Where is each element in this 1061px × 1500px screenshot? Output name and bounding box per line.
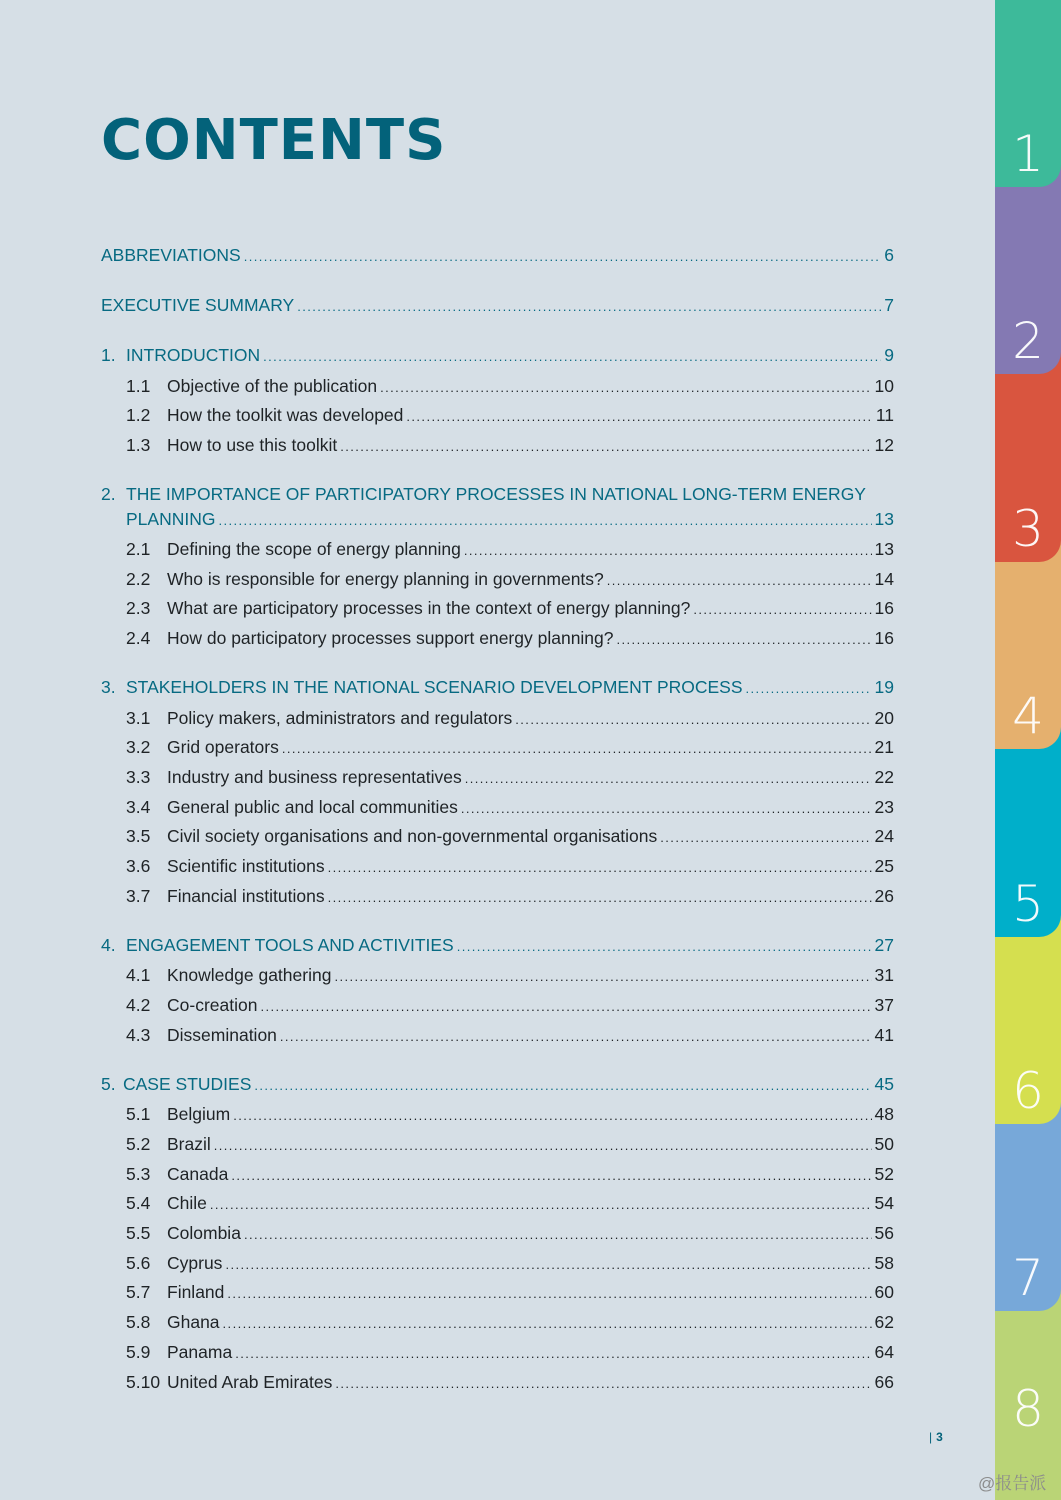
subsection-number: 3.7 xyxy=(126,886,151,906)
leader-dots xyxy=(406,409,872,424)
toc-subsection[interactable] xyxy=(101,1342,894,1363)
toc-subsection[interactable] xyxy=(101,797,894,818)
subsection-number: 3.2 xyxy=(126,737,151,757)
page-number xyxy=(929,1430,943,1444)
leader-dots xyxy=(233,1108,871,1123)
leader-dots xyxy=(746,681,872,696)
toc-subsection[interactable] xyxy=(101,965,894,986)
subsection-number: 5.6 xyxy=(126,1253,151,1273)
toc-page: 48 xyxy=(874,1104,894,1124)
toc-label: STAKEHOLDERS IN THE NATIONAL SCENARIO DEVELOPMENT PROCESS xyxy=(126,677,743,697)
toc-label: INTRODUCTION xyxy=(126,345,261,365)
toc-subsection[interactable] xyxy=(101,856,894,877)
toc-label: Civil society organisations and non-governmental organisations xyxy=(167,826,658,846)
toc-label: Financial institutions xyxy=(167,886,325,906)
toc-label: ABBREVIATIONS xyxy=(101,245,241,265)
chapter-tab-label: 5 xyxy=(1012,875,1044,933)
leader-dots xyxy=(617,632,872,647)
toc-label: THE IMPORTANCE OF PARTICIPATORY PROCESSES IN NATIONAL LONG-TERM ENERGY xyxy=(126,484,866,504)
leader-dots xyxy=(218,513,871,528)
toc-label: Canada xyxy=(167,1164,229,1184)
toc-section-1[interactable] xyxy=(101,345,894,366)
toc-subsection[interactable] xyxy=(101,435,894,456)
toc-entry-abbreviations[interactable] xyxy=(101,245,894,266)
toc-page: 16 xyxy=(874,598,894,618)
toc-page: 50 xyxy=(874,1134,894,1154)
section-number: 5. xyxy=(101,1074,116,1094)
subsection-number: 5.1 xyxy=(126,1104,151,1124)
toc-label: How to use this toolkit xyxy=(167,435,338,455)
toc-subsection[interactable] xyxy=(101,539,894,560)
toc-subsection[interactable] xyxy=(101,1193,894,1214)
toc-label: What are participatory processes in the context of energy planning? xyxy=(167,598,691,618)
toc-page: 52 xyxy=(874,1164,894,1184)
toc-label: EXECUTIVE SUMMARY xyxy=(101,295,295,315)
leader-dots xyxy=(227,1286,871,1301)
toc-label: United Arab Emirates xyxy=(167,1372,333,1392)
toc-label: Finland xyxy=(167,1282,225,1302)
subsection-number: 1.1 xyxy=(126,376,151,396)
toc-entry-executive-summary[interactable] xyxy=(101,295,894,316)
toc-page: 54 xyxy=(874,1193,894,1213)
toc-page: 22 xyxy=(874,767,894,787)
toc-page: 41 xyxy=(874,1025,894,1045)
page-title: CONTENTS xyxy=(101,108,447,173)
toc-subsection[interactable] xyxy=(101,767,894,788)
toc-subsection[interactable] xyxy=(101,995,894,1016)
leader-dots xyxy=(214,1138,872,1153)
subsection-number: 3.6 xyxy=(126,856,151,876)
toc-subsection[interactable] xyxy=(101,1134,894,1155)
page-number-separator: | xyxy=(929,1430,933,1444)
chapter-tab-label: 8 xyxy=(1012,1380,1044,1438)
chapter-tab-label: 7 xyxy=(1012,1249,1044,1307)
toc-page: 62 xyxy=(874,1312,894,1332)
toc-section-3[interactable] xyxy=(101,677,894,698)
leader-dots xyxy=(693,602,871,617)
toc-page: 45 xyxy=(874,1074,894,1094)
toc-page: 9 xyxy=(884,345,894,365)
subsection-number: 3.1 xyxy=(126,708,151,728)
subsection-number: 3.4 xyxy=(126,797,151,817)
subsection-number: 3.3 xyxy=(126,767,151,787)
toc-subsection[interactable] xyxy=(101,598,894,619)
subsection-number: 5.9 xyxy=(126,1342,151,1362)
leader-dots xyxy=(210,1197,872,1212)
toc-label: Scientific institutions xyxy=(167,856,325,876)
toc-page: 16 xyxy=(874,628,894,648)
subsection-number: 3.5 xyxy=(126,826,151,846)
leader-dots xyxy=(254,1078,871,1093)
toc-label: Defining the scope of energy planning xyxy=(167,539,461,559)
leader-dots xyxy=(334,969,871,984)
subsection-number: 5.3 xyxy=(126,1164,151,1184)
toc-subsection[interactable] xyxy=(101,1372,894,1393)
page-number-value: 3 xyxy=(936,1430,943,1444)
toc-label: Panama xyxy=(167,1342,233,1362)
toc-page: 23 xyxy=(874,797,894,817)
section-number: 2. xyxy=(101,484,116,504)
leader-dots xyxy=(225,1257,871,1272)
toc-label: General public and local communities xyxy=(167,797,458,817)
toc-section-2[interactable] xyxy=(101,509,894,530)
toc-page: 64 xyxy=(874,1342,894,1362)
leader-dots xyxy=(244,249,882,264)
subsection-number: 2.4 xyxy=(126,628,151,648)
chapter-tab-label: 2 xyxy=(1012,312,1044,370)
subsection-number: 5.2 xyxy=(126,1134,151,1154)
leader-dots xyxy=(223,1316,872,1331)
leader-dots xyxy=(464,543,872,558)
toc-page: 66 xyxy=(874,1372,894,1392)
subsection-number: 4.3 xyxy=(126,1025,151,1045)
toc-label: Policy makers, administrators and regulators xyxy=(167,708,513,728)
subsection-number: 5.10 xyxy=(126,1372,161,1392)
toc-page: 20 xyxy=(874,708,894,728)
toc-page: 25 xyxy=(874,856,894,876)
subsection-number: 4.1 xyxy=(126,965,151,985)
subsection-number: 2.2 xyxy=(126,569,151,589)
subsection-number: 5.7 xyxy=(126,1282,151,1302)
toc-section-5[interactable] xyxy=(101,1074,894,1095)
toc-label: Who is responsible for energy planning in governments? xyxy=(167,569,604,589)
toc-subsection[interactable] xyxy=(101,1312,894,1333)
toc-label: Colombia xyxy=(167,1223,241,1243)
section-number: 4. xyxy=(101,935,116,955)
chapter-tab-label: 1 xyxy=(1012,125,1044,183)
toc-label: Chile xyxy=(167,1193,207,1213)
leader-dots xyxy=(465,771,872,786)
toc-subsection[interactable] xyxy=(101,1104,894,1125)
leader-dots xyxy=(260,999,871,1014)
chapter-tab-label: 6 xyxy=(1012,1062,1044,1120)
toc-subsection[interactable] xyxy=(101,1223,894,1244)
chapter-tabs xyxy=(995,0,1061,1500)
toc-label: ENGAGEMENT TOOLS AND ACTIVITIES xyxy=(126,935,454,955)
toc-page: 12 xyxy=(874,435,894,455)
toc-subsection[interactable] xyxy=(101,886,894,907)
toc-label: Industry and business representatives xyxy=(167,767,462,787)
toc-subsection[interactable] xyxy=(101,708,894,729)
toc-label: Brazil xyxy=(167,1134,211,1154)
toc-label: How do participatory processes support energy planning? xyxy=(167,628,614,648)
toc-page: 60 xyxy=(874,1282,894,1302)
leader-dots xyxy=(235,1346,871,1361)
toc-page: 37 xyxy=(874,995,894,1015)
leader-dots xyxy=(380,380,871,395)
subsection-number: 5.8 xyxy=(126,1312,151,1332)
toc-page: 21 xyxy=(874,737,894,757)
subsection-number: 4.2 xyxy=(126,995,151,1015)
chapter-tab-label: 4 xyxy=(1012,687,1044,745)
leader-dots xyxy=(335,1376,871,1391)
leader-dots xyxy=(328,860,872,875)
toc-label: How the toolkit was developed xyxy=(167,405,404,425)
toc-label: Ghana xyxy=(167,1312,220,1332)
toc-subsection[interactable] xyxy=(101,1164,894,1185)
toc-subsection[interactable] xyxy=(101,1282,894,1303)
toc-page: 24 xyxy=(874,826,894,846)
toc-label: Knowledge gathering xyxy=(167,965,332,985)
toc-page: 14 xyxy=(874,569,894,589)
toc-page: 6 xyxy=(884,245,894,265)
leader-dots xyxy=(297,299,881,314)
toc-page: 11 xyxy=(875,405,894,425)
leader-dots xyxy=(457,939,872,954)
watermark: @报告派 xyxy=(978,1474,1047,1493)
leader-dots xyxy=(280,1029,872,1044)
toc-subsection[interactable] xyxy=(101,628,894,649)
toc-label: Objective of the publication xyxy=(167,376,378,396)
toc-subsection[interactable] xyxy=(101,1025,894,1046)
toc-label: Co-creation xyxy=(167,995,258,1015)
toc-subsection[interactable] xyxy=(101,826,894,847)
toc-subsection[interactable] xyxy=(101,569,894,590)
toc-subsection[interactable] xyxy=(101,737,894,758)
toc-page: 58 xyxy=(874,1253,894,1273)
leader-dots xyxy=(340,439,871,454)
leader-dots xyxy=(244,1227,872,1242)
toc-page: 26 xyxy=(874,886,894,906)
subsection-number: 2.3 xyxy=(126,598,151,618)
chapter-tab-label: 3 xyxy=(1012,500,1044,558)
toc-label: CASE STUDIES xyxy=(123,1074,252,1094)
toc-subsection[interactable] xyxy=(101,405,894,426)
toc-label: Belgium xyxy=(167,1104,231,1124)
toc-page: 27 xyxy=(874,935,894,955)
leader-dots xyxy=(607,573,872,588)
toc-page: 13 xyxy=(874,509,894,529)
toc-page: 7 xyxy=(884,295,894,315)
leader-dots xyxy=(231,1168,871,1183)
toc-page: 19 xyxy=(874,677,894,697)
toc-section-4[interactable] xyxy=(101,935,894,956)
toc-section-2-line1[interactable] xyxy=(101,484,866,505)
leader-dots xyxy=(461,801,872,816)
toc-subsection[interactable] xyxy=(101,1253,894,1274)
toc-label: Grid operators xyxy=(167,737,279,757)
subsection-number: 5.5 xyxy=(126,1223,151,1243)
subsection-number: 1.3 xyxy=(126,435,151,455)
leader-dots xyxy=(660,830,871,845)
subsection-number: 1.2 xyxy=(126,405,151,425)
toc-label: Dissemination xyxy=(167,1025,277,1045)
chapter-tab-1[interactable] xyxy=(995,0,1061,187)
toc-page: 56 xyxy=(874,1223,894,1243)
toc-label: PLANNING xyxy=(126,509,216,529)
leader-dots xyxy=(515,712,871,727)
leader-dots xyxy=(282,741,872,756)
toc-page: 13 xyxy=(874,539,894,559)
leader-dots xyxy=(328,890,872,905)
subsection-number: 5.4 xyxy=(126,1193,151,1213)
subsection-number: 2.1 xyxy=(126,539,151,559)
section-number: 1. xyxy=(101,345,116,365)
section-number: 3. xyxy=(101,677,116,697)
toc-page: 10 xyxy=(874,376,894,396)
toc-label: Cyprus xyxy=(167,1253,223,1273)
leader-dots xyxy=(263,349,881,364)
toc-subsection[interactable] xyxy=(101,376,894,397)
toc-page: 31 xyxy=(874,965,894,985)
